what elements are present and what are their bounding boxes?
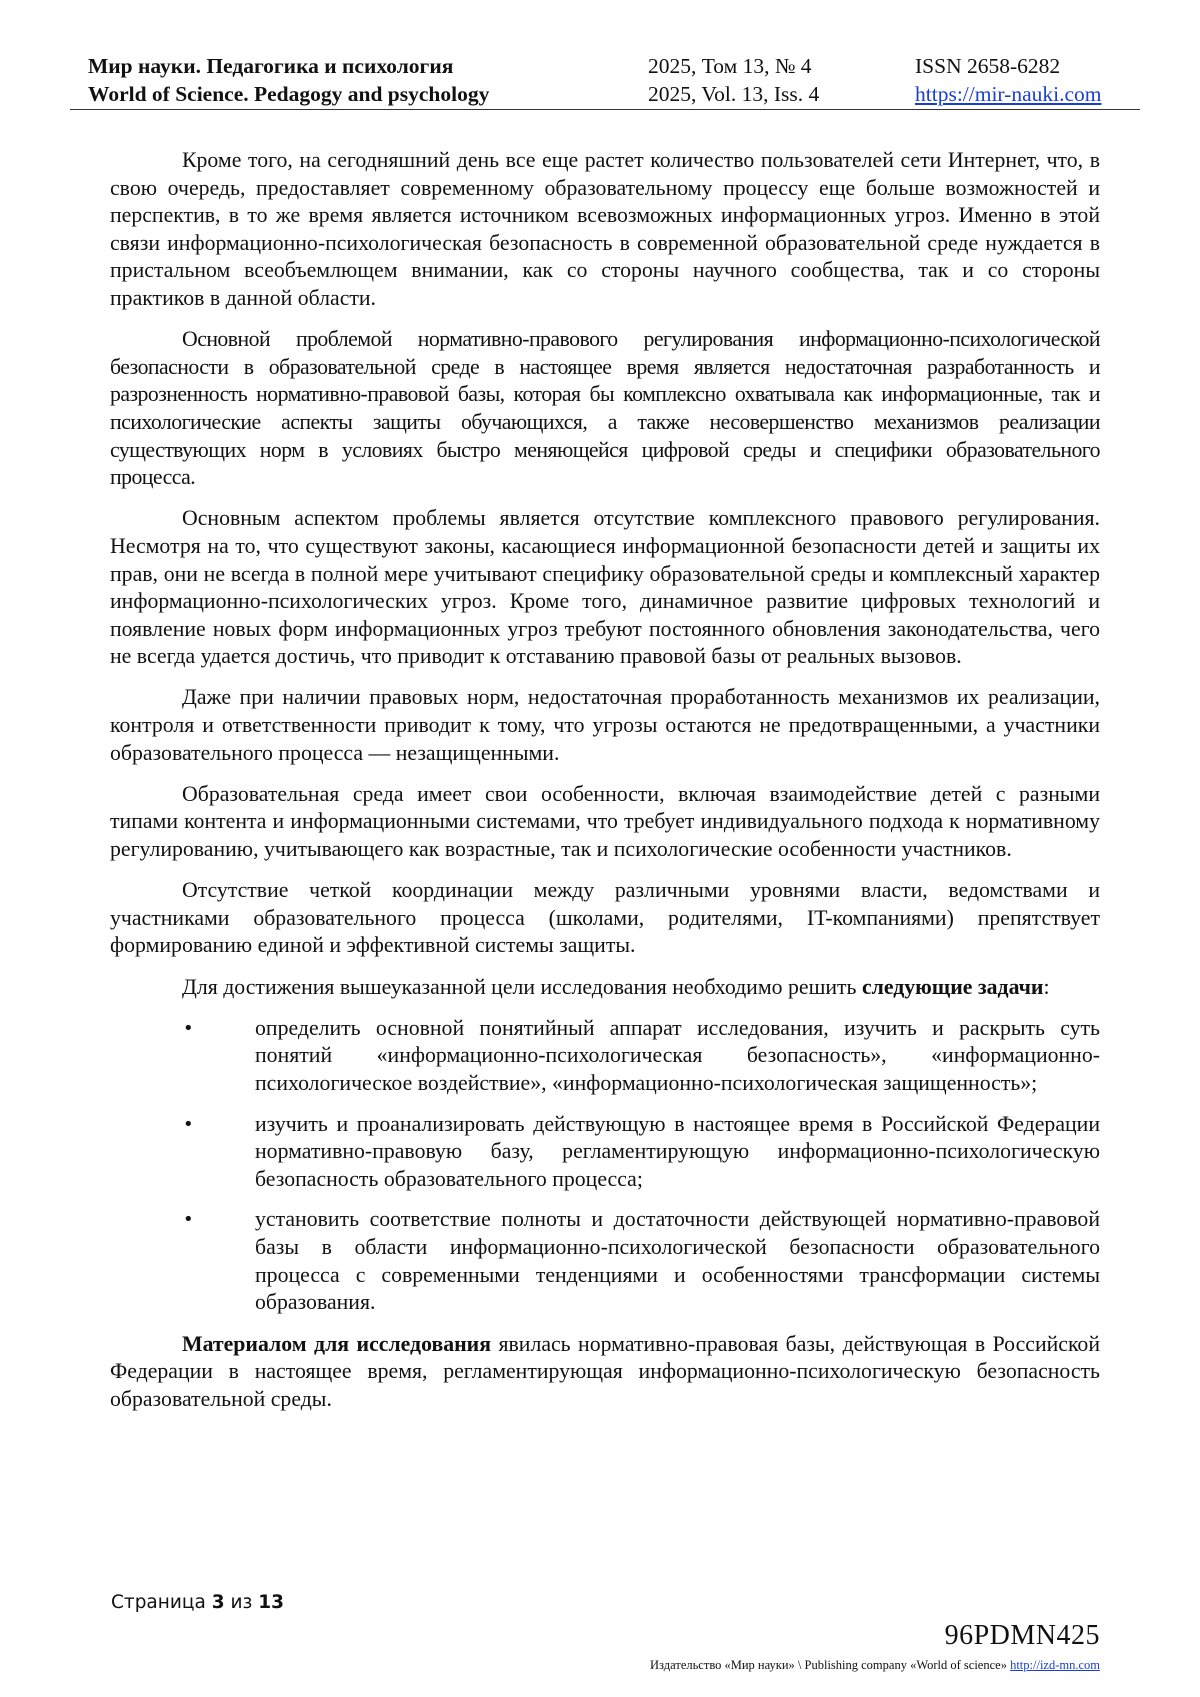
issn: ISSN 2658-6282 (915, 54, 1061, 78)
journal-title-ru: Мир науки. Педагогика и психология (88, 54, 454, 78)
bullet-icon: • (183, 1017, 194, 1039)
task-text: изучить и проанализировать действующую в настоящее время в Российской Федерации нормативно-правовую базу, регламентирующую информационно-психологическую безопасность образовательного процесса; (255, 1111, 1100, 1191)
journal-title (88, 52, 489, 108)
article-code: 96PDMN425 (944, 1620, 1100, 1651)
publisher-line (650, 1658, 1100, 1673)
paragraph-7 (110, 974, 1100, 1002)
article-body (110, 147, 1100, 1427)
paragraph-5: Образовательная среда имеет свои особенности, включая взаимодействие детей с разными типами контента и информационными системами, что требует индивидуального подхода к нормативному регулированию, учитывающего как возрастные, так и психологические особенности участников. (110, 781, 1100, 862)
paragraph-1: Кроме того, на сегодняшний день все еще растет количество пользователей сети Интернет, что, в свою очередь, предоставляет современному образовательному процессу еще больше возможностей и перспектив, в то же время является источником всевозможных информационных угроз. Именно в этой связи информационно-психологическая безопасность в современной образовательной среде нуждается в пристальном всеобъемлющем внимании, как со стороны научного сообщества, так и со стороны практиков в данной области. (110, 148, 1100, 310)
publisher-link[interactable]: http://izd-mn.com (1010, 1658, 1100, 1672)
issue-info (648, 52, 819, 108)
page-current: 3 (211, 1592, 225, 1613)
tasks-intro-colon: : (1043, 974, 1050, 999)
list-item (110, 1111, 1100, 1194)
journal-url-link[interactable]: https://mir-nauki.com (915, 82, 1102, 106)
journal-title-en: World of Science. Pedagogy and psychology (88, 82, 490, 106)
page-prefix: Страница (111, 1592, 212, 1613)
bullet-icon: • (183, 1209, 194, 1231)
list-item (110, 1206, 1100, 1316)
tasks-list (110, 1015, 1100, 1317)
issn-block (915, 52, 1101, 108)
paragraph-3: Основным аспектом проблемы является отсутствие комплексного правового регулирования. Несмотря на то, что существуют законы, касающиеся информационной безопасности детей и защиты их прав, они не всегда в полной мере учитывают специфику образовательной среды и комплексный характер информационно-психологических угроз. Кроме того, динамичное развитие цифровых технологий и появление новых форм информационных угроз требуют постоянного обновления законодательства, чего не всегда удается достичь, что приводит к отставанию правовой базы от реальных вызовов. (110, 506, 1100, 669)
issue-info-en: 2025, Vol. 13, Iss. 4 (648, 82, 820, 106)
header-divider (70, 109, 1140, 110)
paragraph-8 (110, 1331, 1100, 1414)
tasks-intro-bold: следующие задачи (861, 974, 1044, 999)
issue-info-ru: 2025, Том 13, № 4 (648, 54, 812, 78)
paragraph-2: Основной проблемой нормативно-правового регулирования информационно-психологической безопасности в образовательной среде в настоящее время является недостаточная разработанность и разрозненность нормативно-правовой базы, которая бы комплексно охватывала как информационные, так и психологические аспекты защиты обучающихся, а также несовершенство механизмов реализации существующих норм в условиях быстро меняющейся цифровой среды и специфики образовательного процесса. (110, 327, 1100, 490)
paragraph-4: Даже при наличии правовых норм, недостаточная проработанность механизмов их реализации, контроля и ответственности приводит к тому, что угрозы остаются не предотвращенными, а участники образовательного процесса — незащищенными. (110, 685, 1100, 765)
paragraph-6: Отсутствие четкой координации между различными уровнями власти, ведомствами и участниками образовательного процесса (школами, родителями, IT-компаниями) препятствует формированию единой и эффективной системы защиты. (110, 878, 1100, 958)
page-total: 13 (258, 1592, 284, 1613)
bullet-icon: • (183, 1113, 194, 1135)
page-mid: из (224, 1592, 259, 1613)
materials-bold: Материалом для исследования (182, 1331, 492, 1356)
task-text: установить соответствие полноты и достаточности действующей нормативно-правовой базы в области информационно-психологической безопасности образовательного процесса с современными тенденциями и особенностями трансформации системы образования. (255, 1207, 1100, 1315)
materials-text: явилась нормативно-правовая базы, действующая в Российской Федерации в настоящее время, регламентирующая информационно-психологическую безопасность образовательной среды. (110, 1331, 1100, 1411)
task-text: определить основной понятийный аппарат исследования, изучить и раскрыть суть понятий «информационно-психологическая безопасность», «информационно-психологическое воздействие», «информационно-психологическая защищенность»; (255, 1015, 1100, 1095)
list-item (110, 1015, 1100, 1098)
tasks-intro-text: Для достижения вышеуказанной цели исследования необходимо решить (182, 974, 862, 999)
publisher-text: Издательство «Мир науки» \ Publishing company «World of science» (650, 1658, 1011, 1672)
page-number (111, 1592, 284, 1613)
page-header (70, 52, 1140, 110)
